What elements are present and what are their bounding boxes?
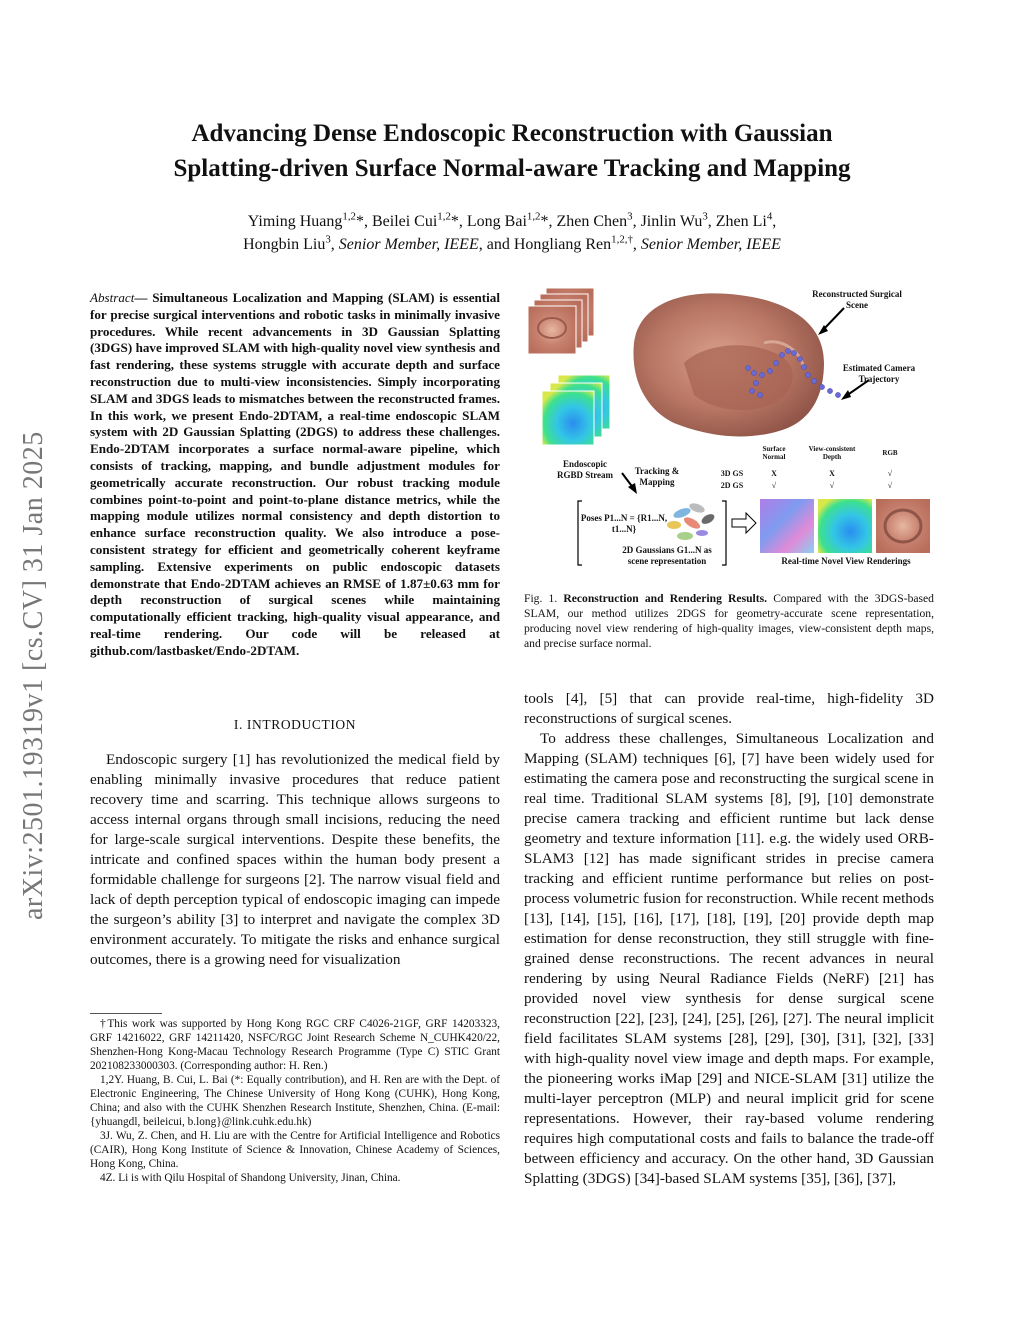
intro-paragraph: Endoscopic surgery [1] has revolutionized the medical field by enabling minimally invasive procedures that reduce patient recovery time and scarring. This technique allows surgeons to access internal organs through small incisions, reducing the need for large-scale surgical interventions. Despite these benefits, the intricate and confined spaces within the human body present a formidable challenge for surgeons [2]. The narrow visual field and lack of depth perception typical of endoscopic imaging can impede the surgeon’s ability [3] to interpret and navigate the complex 3D environment accurately. To mitigate the risks and enhance surgical outcomes, there is a growing need for visualization [90, 751, 500, 968]
right-paragraph-continued: tools [4], [5] that can provide real-time, high-fidelity 3D reconstructions of surgical scenes. [524, 690, 934, 727]
table-cell: √ [887, 469, 893, 478]
figure-1-caption: Fig. 1. Reconstruction and Rendering Results. Compared with the 3DGS-based SLAM, our method utilizes 2DGS for geometry-accurate scene representation, producing novel view rendering of high-quality images, view-consistent depth maps, and precise surface normal. [524, 592, 934, 650]
reconstructed-scene [633, 293, 824, 436]
abstract-text: — Simultaneous Localization and Mapping (SLAM) is essential for precise surgical interventions and robotic tasks in minimally invasive procedures. While recent advancements in 3D Gaussian Splatting (3DGS) have improved SLAM with high-quality novel view synthesis and fast rendering, these systems struggle with accurate depth and surface reconstruction due to multi-view inconsistencies. Simply incorporating SLAM and 3DGS leads to mismatches between the reconstructed frames. In this work, we present Endo-2DTAM, a real-time endoscopic SLAM system with 2D Gaussian Splatting (2DGS) to address these challenges. Endo-2DTAM incorporates a surface normal-aware pipeline, which consists of tracking, mapping, and bundle adjustment modules for geometrically accurate reconstruction. Our robust tracking module combines point-to-point and point-to-plane distance metrics, while the mapping module utilizes normal consistency and depth distortion to enhance surface reconstruction quality. We also introduce a pose-consistent strategy for efficient and geometrically coherent keyframe sampling. Extensive experiments on public endoscopic datasets demonstrate that Endo-2DTAM achieves an RMSE of 1.87±0.63 mm for depth reconstruction of surgical scenes while maintaining computationally efficient tracking, high-quality visual appearance, and real-time rendering. Our code will be released at github.com/lastbasket/Endo-2DTAM. [90, 290, 500, 658]
table-cell: X [829, 469, 835, 478]
abstract [90, 290, 500, 660]
footnote-divider [90, 1013, 162, 1014]
right-column-text [524, 689, 934, 1189]
label-poses: Poses P1...N = {R1...N, t1...N} [580, 513, 668, 534]
table-cell: √ [771, 481, 777, 490]
rendering-thumbnails [760, 499, 930, 553]
footnotes [90, 1017, 500, 1185]
table-cell: X [771, 469, 777, 478]
arxiv-identifier: arXiv:2501.19319v1 [cs.CV] 31 Jan 2025 [18, 431, 49, 920]
rgb-frame-stack [528, 288, 594, 354]
table-cell: √ [887, 481, 893, 490]
footnote-affiliation-4: 4Z. Li is with Qilu Hospital of Shandong University, Jinan, China. [100, 1172, 401, 1184]
gaussian-ellipses [667, 502, 716, 540]
author-list [90, 210, 934, 256]
title-line-2: Splatting-driven Surface Normal-aware Tracking and Mapping [173, 155, 851, 182]
author-line-1: Yiming Huang$^{1,2}$*, Beilei Cui$^{1,2}$*, Long Bai$^{1,2}$*, Zhen Chen$^3$, Jinlin Wu$^3$, Zhen Li$^4$, [247, 210, 777, 230]
table-header-depth: View-consistent Depth [808, 445, 856, 461]
label-2d-gaussians: 2D Gaussians G1...N as scene representation [622, 545, 712, 566]
table-header-rgb: RGB [882, 449, 898, 457]
table-row-name: 2D GS [720, 481, 744, 490]
section-heading-introduction: I. INTRODUCTION [233, 717, 357, 732]
label-reconstructed-scene: Reconstructed Surgical Scene [812, 289, 902, 310]
table-row-name: 3D GS [720, 469, 744, 478]
footnote-affiliation-1: 1,2Y. Huang, B. Cui, L. Bai (*: Equally contribution), and H. Ren are with the Dept. of Electronic Engineering, The Chinese University of Hong Kong (CUHK), Hong Kong, China; and also with the CUHK Shenzhen Research Institute, Shenzhen, China. (E-mail: {yhuangdl, beileicui, b.long}@link.cuhk.edu.hk) [90, 1074, 500, 1128]
label-tracking-mapping: Tracking & Mapping [634, 466, 680, 487]
footnote-affiliation-3: 3J. Wu, Z. Chen, and H. Liu are with the Centre for Artificial Intelligence and Robotics (CAIR), Hong Kong Institute of Science & Innovation, Chinese Academy of Sciences, Hong Kong, China. [90, 1130, 500, 1170]
footnote-funding: †This work was supported by Hong Kong RGC CRF C4026-21GF, GRF 14203323, GRF 14216022, GRF 14211420, NSFC/RGC Joint Research Scheme N_CUHK420/22, Shenzhen-Hong Kong-Macau Technology Research Programme (Type C) STIC Grant 202108233000303. (Corresponding author: H. Ren.) [90, 1018, 500, 1072]
table-cell: √ [829, 481, 835, 490]
right-paragraph-slam: To address these challenges, Simultaneous Localization and Mapping (SLAM) techniques [6], [7] have been widely used for estimating the camera pose and reconstructing the surgical scene in real time. Traditional SLAM systems [8], [9], [10] demonstrate precise camera tracking and efficient runtime but lack dense geometry and texture information [11]. e.g. the widely used ORB-SLAM3 [12] has made significant strides in precise camera tracking and efficient runtime performance but relies on post-process volumetric fusion for reconstruction. While recent methods [13], [14], [15], [16], [17], [18], [19], [20] provide depth map estimation for dense reconstruction, they still struggle with fine-grained dense reconstructions. The recent advances in neural rendering by using Neural Radiance Fields (NeRF) [21] has provided novel view synthesis for dense surgical scene reconstruction [22], [23], [24], [25], [26], [27]. The neural implicit field facilitates SLAM systems [28], [29], [30], [31], [32], [33] with high-quality novel view image and depth maps. For example, the pioneering works iMap [29] and NICE-SLAM [31] utilize the multi-layer perceptron (MLP) and neural implicit grid for scene representations. However, their ray-based volume rendering requires high computational costs and fails to balance the trade-off between efficiency and accuracy. On the other hand, 3D Gaussian Splatting (3DGS) [34]-based SLAM systems [35], [36], [37], [524, 730, 934, 1187]
introduction-text [90, 750, 500, 970]
depth-frame-stack [542, 375, 610, 445]
table-header-surface-normal: Surface Normal [762, 445, 786, 461]
abstract-label: Abstract [90, 290, 135, 305]
label-camera-trajectory: Estimated Camera Trajectory [842, 363, 916, 384]
paper-title [0, 116, 1024, 186]
label-rgbd-stream: Endoscopic RGBD Stream [556, 459, 614, 480]
title-line-1: Advancing Dense Endoscopic Reconstruction with Gaussian [191, 120, 833, 147]
author-line-2: Hongbin Liu$^3$, Senior Member, IEEE, and Hongliang Ren$^{1,2,\dagger}$, Senior Member, IEEE [243, 233, 781, 253]
figure-1 [524, 283, 934, 578]
label-novel-view-renderings: Real-time Novel View Renderings [781, 556, 911, 566]
